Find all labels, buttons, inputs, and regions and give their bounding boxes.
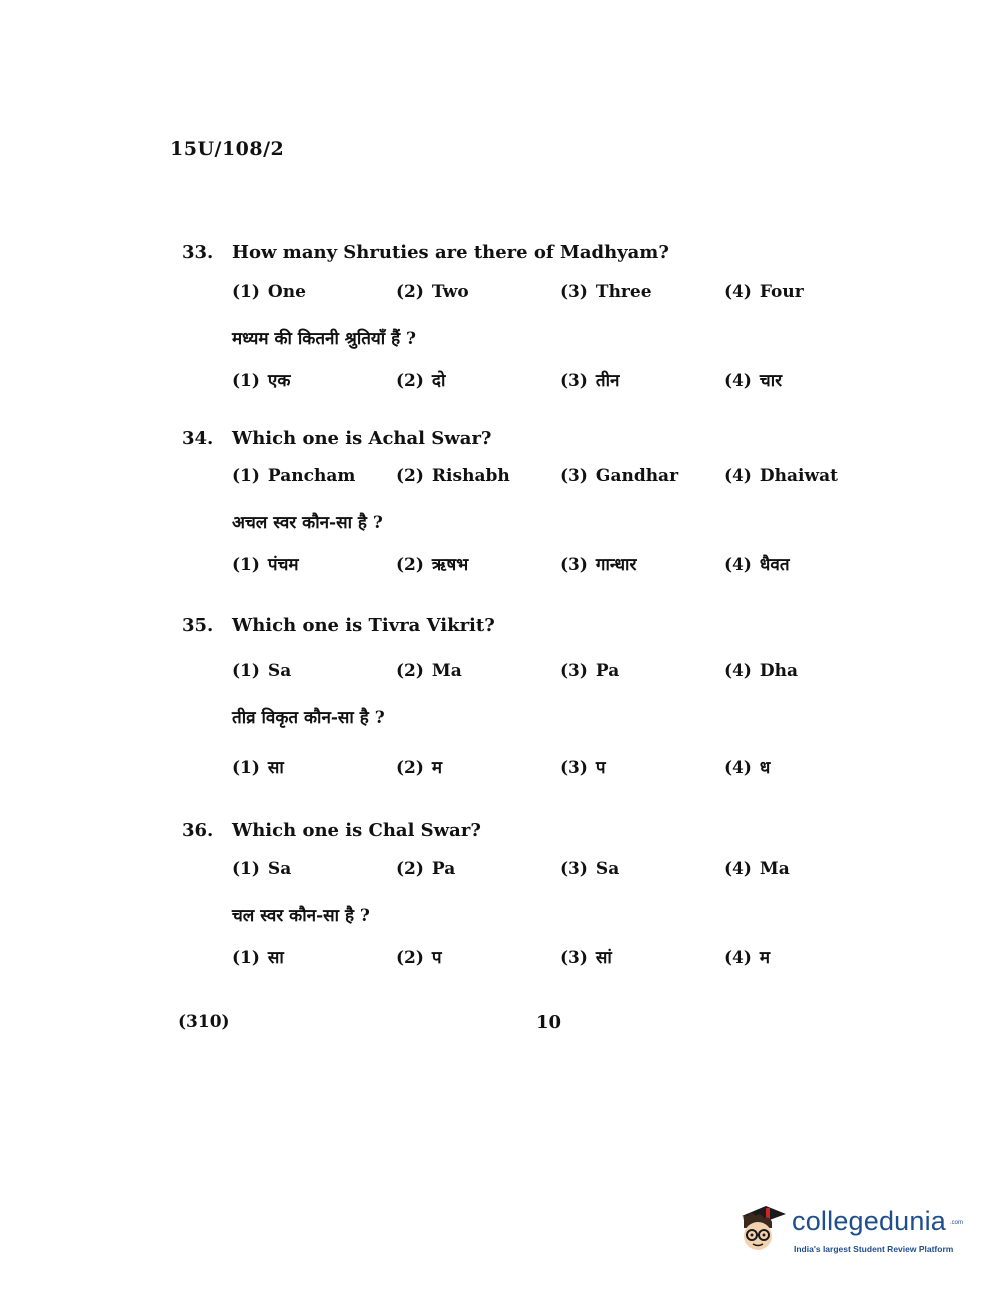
question-text-en: How many Shruties are there of Madhyam? [232, 242, 669, 263]
option-1-hi: (1) पंचम [232, 555, 299, 575]
question-text-hi: तीव्र विकृत कौन-सा है ? [232, 708, 385, 728]
question-line-en [182, 615, 882, 645]
option-3: (3) Sa [560, 859, 620, 879]
option-3-hi: (3) सां [560, 948, 612, 968]
options-hi [232, 945, 882, 975]
option-4: (4) Ma [724, 859, 790, 879]
collegedunia-logo [736, 1200, 964, 1262]
student-mascot-icon [736, 1200, 788, 1256]
options-hi [232, 755, 882, 785]
option-1-hi: (1) एक [232, 371, 291, 391]
question-text-en: Which one is Chal Swar? [232, 820, 481, 841]
option-2-hi: (2) म [396, 758, 443, 778]
question-text-hi: अचल स्वर कौन-सा है ? [232, 513, 383, 533]
option-4-hi: (4) चार [724, 371, 783, 391]
options-en [232, 859, 882, 889]
option-1: (1) One [232, 282, 306, 302]
logo-suffix: .com [950, 1220, 964, 1226]
question-line-en [182, 242, 882, 272]
question-36 [182, 820, 882, 975]
option-1: (1) Sa [232, 859, 292, 879]
option-3-hi: (3) प [560, 758, 606, 778]
logo-tagline: India's largest Student Review Platform [794, 1244, 954, 1254]
question-number: 35. [182, 615, 214, 636]
logo-name: collegedunia [792, 1206, 947, 1236]
option-1: (1) Sa [232, 661, 292, 681]
option-4: (4) Four [724, 282, 804, 302]
question-text-en: Which one is Achal Swar? [232, 428, 492, 449]
option-4-hi: (4) ध [724, 758, 771, 778]
question-text-hi: मध्यम की कितनी श्रुतियाँ हैं ? [232, 329, 417, 349]
page-number: 10 [536, 1012, 562, 1033]
option-4-hi: (4) म [724, 948, 771, 968]
question-line-en [182, 428, 882, 458]
footer-code: (310) [178, 1012, 230, 1032]
options-en [232, 661, 882, 691]
question-34 [182, 428, 882, 582]
option-2: (2) Rishabh [396, 466, 510, 486]
options-hi [232, 368, 882, 398]
question-number: 36. [182, 820, 214, 841]
option-3-hi: (3) तीन [560, 371, 620, 391]
question-text-en: Which one is Tivra Vikrit? [232, 615, 495, 636]
option-2: (2) Pa [396, 859, 456, 879]
option-1-hi: (1) सा [232, 948, 284, 968]
option-2: (2) Two [396, 282, 469, 302]
option-4: (4) Dha [724, 661, 799, 681]
question-33 [182, 242, 882, 398]
question-35 [182, 615, 882, 785]
option-1-hi: (1) सा [232, 758, 284, 778]
option-2-hi: (2) ऋषभ [396, 555, 469, 575]
option-2-hi: (2) प [396, 948, 442, 968]
options-en [232, 466, 882, 496]
option-3: (3) Three [560, 282, 652, 302]
option-4: (4) Dhaiwat [724, 466, 838, 486]
option-4-hi: (4) धैवत [724, 555, 790, 575]
paper-code: 15U/108/2 [170, 138, 285, 160]
option-2: (2) Ma [396, 661, 462, 681]
question-number: 33. [182, 242, 214, 263]
option-3-hi: (3) गान्धार [560, 555, 637, 575]
option-1: (1) Pancham [232, 466, 356, 486]
question-number: 34. [182, 428, 214, 449]
options-hi [232, 552, 882, 582]
option-3: (3) Pa [560, 661, 620, 681]
options-en [232, 282, 882, 312]
option-2-hi: (2) दो [396, 371, 446, 391]
question-text-hi: चल स्वर कौन-सा है ? [232, 906, 370, 926]
option-3: (3) Gandhar [560, 466, 679, 486]
question-line-en [182, 820, 882, 850]
